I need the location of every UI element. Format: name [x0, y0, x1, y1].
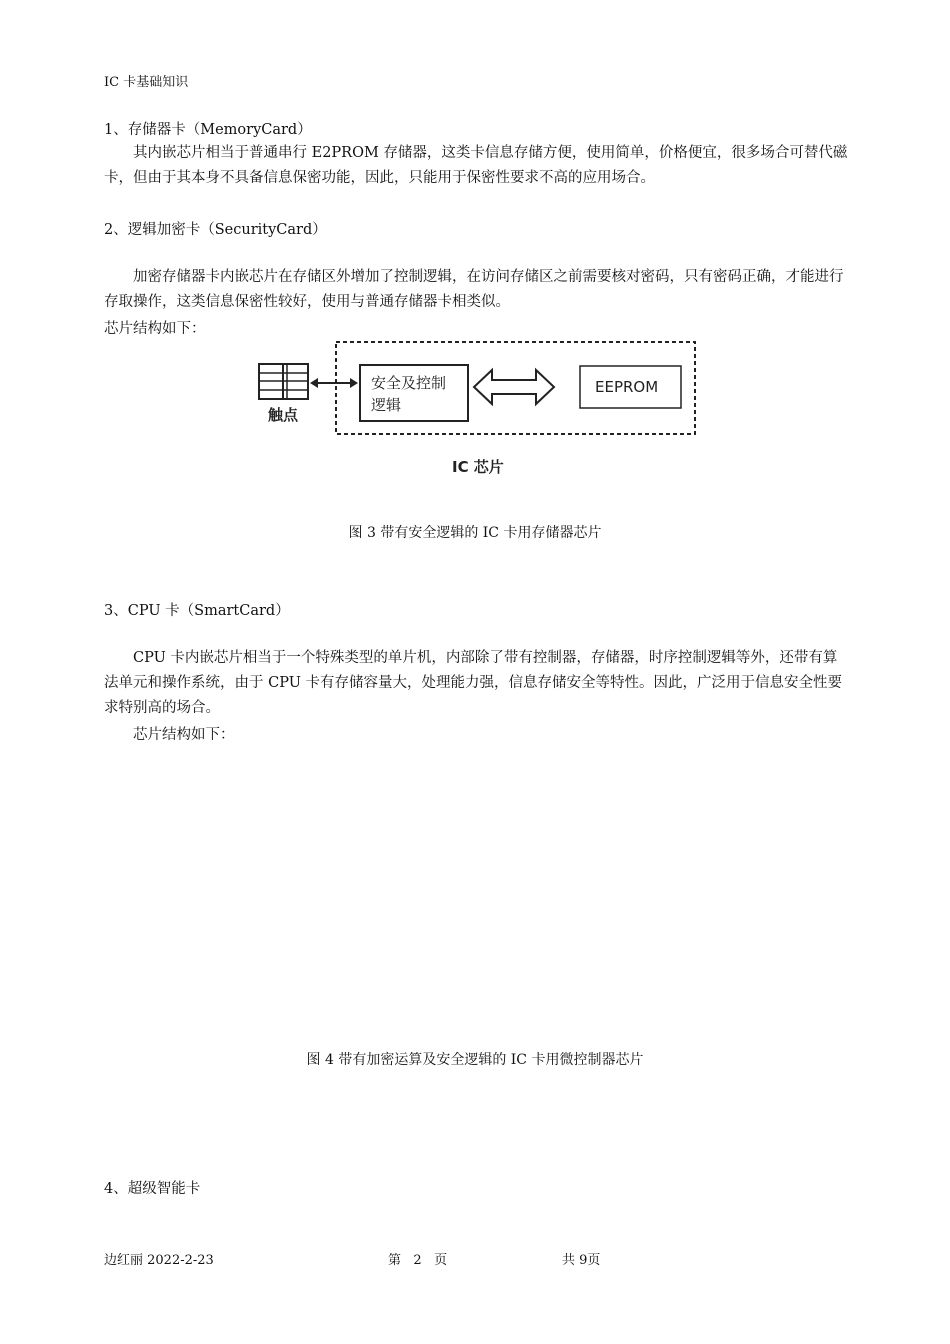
figure-4-caption: 图 4 带有加密运算及安全逻辑的 IC 卡用微控制器芯片 [306, 1052, 644, 1068]
footer-author-date: 边红丽 2022-2-23 [104, 1253, 214, 1268]
page-header: IC 卡基础知识 [104, 75, 189, 90]
contact-icon [259, 364, 308, 399]
double-arrow-icon [310, 378, 358, 388]
chip-label: IC 芯片 [452, 458, 504, 476]
footer-page-number: 第 2 页 [388, 1253, 448, 1268]
contact-label: 触点 [268, 406, 299, 424]
eeprom-label: EEPROM [595, 378, 659, 396]
section-3-paragraph: CPU 卡内嵌芯片相当于一个特殊类型的单片机，内部除了带有控制器，存储器，时序控制逻辑等外，还带有算法单元和操作系统，由于 CPU 卡有存储容量大，处理能力强，信息存储安全等特性。因此，广泛用于信息安全性要求特别高的场合。 [104, 650, 843, 716]
footer-total-pages: 共 9页 [562, 1253, 601, 1268]
section-2-paragraph: 加密存储器卡内嵌芯片在存储区外增加了控制逻辑，在访问存储区之前需要核对密码，只有密码正确，才能进行存取操作，这类信息保密性较好，使用与普通存储器卡相类似。 [104, 269, 844, 310]
section-2-heading: 2、逻辑加密卡（SecurityCard） [104, 222, 327, 238]
security-logic-label-line2: 逻辑 [371, 396, 402, 414]
section-3-structure-label: 芯片结构如下： [133, 727, 235, 743]
security-logic-label-line1: 安全及控制 [371, 374, 447, 392]
section-3-heading: 3、CPU 卡（SmartCard） [104, 603, 290, 619]
section-1-heading: 1、存储器卡（MemoryCard） [104, 122, 312, 138]
figure-3-diagram [250, 336, 710, 482]
figure-3-caption: 图 3 带有安全逻辑的 IC 卡用存储器芯片 [348, 525, 602, 541]
section-4-heading: 4、超级智能卡 [104, 1181, 201, 1197]
section-1-paragraph: 其内嵌芯片相当于普通串行 E2PROM 存储器，这类卡信息存储方便，使用简单，价格便宜，很多场合可替代磁卡，但由于其本身不具备信息保密功能，因此，只能用于保密性要求不高的应用场合。 [104, 145, 848, 186]
section-2-structure-label: 芯片结构如下： [104, 321, 206, 337]
bus-arrow-icon [474, 370, 554, 404]
